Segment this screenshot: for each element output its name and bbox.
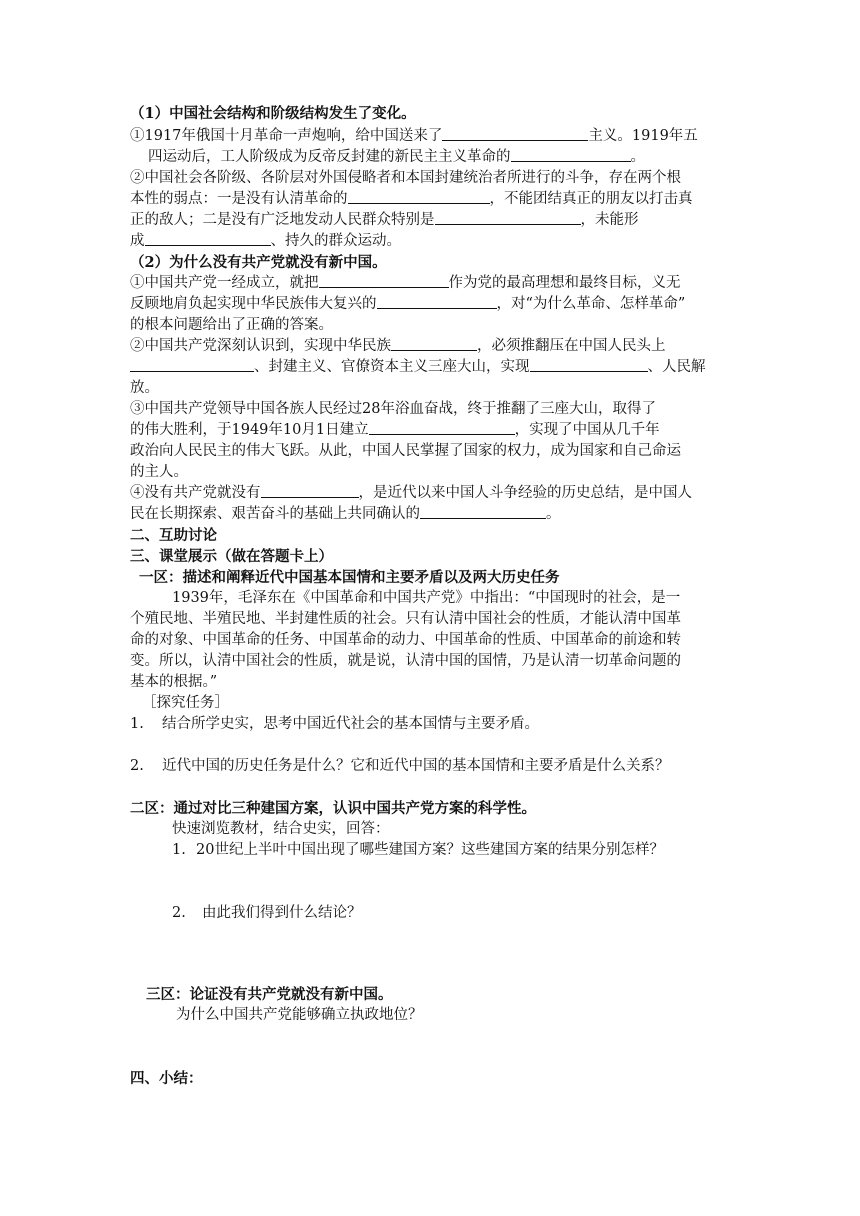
fill-blank[interactable] xyxy=(391,336,477,351)
zone-1-quote-line1: 1939年，毛泽东在《中国革命和中国共产党》中指出：“中国现时的社会，是一 xyxy=(172,590,681,606)
text: 、人民解 xyxy=(647,359,706,375)
section-2-title: （2）为什么没有共产党就没有新中国。 xyxy=(130,254,387,271)
text: 主义。1919年五 xyxy=(588,128,698,144)
zone-1-quote-line2: 个殖民地、半殖民地、半封建性质的社会。只有认清中国社会的性质，才能认清中国革 xyxy=(130,611,681,627)
fill-blank[interactable] xyxy=(369,420,515,435)
text: ，不能团结真正的朋友以打击真 xyxy=(489,191,693,207)
zone-1-quote-line3: 命的对象、中国革命的任务、中国革命的动力、中国革命的性质、中国革命的前途和转 xyxy=(130,632,681,648)
s2-p3-line3: 政治向人民民主的伟大飞跃。从此，中国人民掌握了国家的权力，成为国家和自己命运 xyxy=(130,443,681,459)
fill-blank[interactable] xyxy=(319,273,449,288)
text: ①1917年俄国十月革命一声炮响，给中国送来了 xyxy=(130,128,443,144)
zone-2-title: 二区：通过对比三种建国方案，认识中国共产党方案的科学性。 xyxy=(130,800,536,817)
text: 正的敌人；二是没有广泛地发动人民群众特别是 xyxy=(130,212,435,228)
text: 成 xyxy=(130,233,145,249)
fill-blank[interactable] xyxy=(530,357,648,372)
zone-2-intro: 快速浏览教材，结合史实，回答： xyxy=(172,821,390,837)
s2-p3-line1: ③中国共产党领导中国各族人民经过28年浴血奋战，终于推翻了三座大山，取得了 xyxy=(130,401,656,417)
text: 作为党的最高理想和最终目标，义无 xyxy=(448,275,681,291)
question-number: 1. xyxy=(130,716,144,732)
fill-blank[interactable] xyxy=(130,357,254,372)
fill-blank[interactable] xyxy=(435,210,581,225)
zone-2-question-2 xyxy=(172,903,772,924)
fill-blank[interactable] xyxy=(145,231,271,246)
question-text: 结合所学史实，思考中国近代社会的基本国情与主要矛盾。 xyxy=(162,716,539,732)
zone-3-title: 三区：论证没有共产党就没有新中国。 xyxy=(146,986,393,1003)
fill-blank[interactable] xyxy=(261,483,359,498)
question-text: 20世纪上半叶中国出现了哪些建国方案？这些建国方案的结果分别怎样？ xyxy=(196,842,664,858)
s1-p2-line3 xyxy=(130,210,730,231)
s1-p1-line1 xyxy=(130,126,730,147)
s2-p1-line3: 的根本问题给出了正确的答案。 xyxy=(130,317,333,333)
zone-1-title: 一区：描述和阐释近代中国基本国情和主要矛盾以及两大历史任务 xyxy=(139,569,560,586)
text: ，必须推翻压在中国人民头上 xyxy=(477,338,666,354)
fill-blank[interactable] xyxy=(348,189,490,204)
text: ，未能形 xyxy=(580,212,639,228)
s2-p1-line2 xyxy=(130,294,730,315)
text: ④没有共产党就没有 xyxy=(130,485,261,501)
fill-blank[interactable] xyxy=(420,504,546,519)
heading-classroom-display: 三、课堂展示（做在答题卡上） xyxy=(130,548,333,565)
text: ，实现了中国从几千年 xyxy=(514,422,660,438)
zone-1-question-2 xyxy=(130,756,730,777)
question-number: 2. xyxy=(172,905,186,921)
heading-summary: 四、小结： xyxy=(130,1070,203,1087)
text: ，对“为什么革命、怎样革命” xyxy=(496,296,686,312)
text: 。 xyxy=(630,149,645,165)
text: 四运动后，工人阶级成为反帝反封建的新民主主义革命的 xyxy=(148,149,511,165)
s1-p1-line2 xyxy=(148,147,748,168)
zone-2-question-1 xyxy=(172,840,772,861)
fill-blank[interactable] xyxy=(511,147,631,162)
fill-blank[interactable] xyxy=(442,126,588,141)
text: 。 xyxy=(546,506,561,522)
zone-1-quote-line4: 变。所以，认清中国社会的性质，就是说，认清中国的国情，乃是认清一切革命问题的 xyxy=(130,653,681,669)
question-number: 1. xyxy=(172,842,186,858)
s2-p2-line1 xyxy=(130,336,730,357)
question-text: 由此我们得到什么结论？ xyxy=(202,905,362,921)
text: 反顾地肩负起实现中华民族伟大复兴的 xyxy=(130,296,377,312)
heading-discussion: 二、互助讨论 xyxy=(130,527,217,544)
text: 、持久的群众运动。 xyxy=(270,233,401,249)
s2-p3-line2 xyxy=(130,420,730,441)
section-1-title: （1）中国社会结构和阶级结构发生了变化。 xyxy=(130,105,416,122)
text: 民在长期探索、艰苦奋斗的基础上共同确认的 xyxy=(130,506,420,522)
text: 本性的弱点：一是没有认清革命的 xyxy=(130,191,348,207)
text: ①中国共产党一经成立，就把 xyxy=(130,275,319,291)
s2-p4-line1 xyxy=(130,483,730,504)
text: 的伟大胜利，于1949年10月1日建立 xyxy=(130,422,369,438)
zone-1-question-1 xyxy=(130,714,730,735)
question-text: 近代中国的历史任务是什么？它和近代中国的基本国情和主要矛盾是什么关系？ xyxy=(162,758,670,774)
zone-1-quote-line5: 基本的根据。” xyxy=(130,674,218,690)
text: ，是近代以来中国人斗争经验的历史总结，是中国人 xyxy=(358,485,692,501)
zone-3-question: 为什么中国共产党能够确立执政地位？ xyxy=(176,1007,423,1023)
s1-p2-line4 xyxy=(130,231,730,252)
text: 、封建主义、官僚资本主义三座大山，实现 xyxy=(254,359,530,375)
text: ②中国共产党深刻认识到，实现中华民族 xyxy=(130,338,391,354)
s1-p2-line1: ②中国社会各阶级、各阶层对外国侵略者和本国封建统治者所进行的斗争，存在两个根 xyxy=(130,170,681,186)
s2-p1-line1 xyxy=(130,273,730,294)
fill-blank[interactable] xyxy=(377,294,497,309)
explore-task-label: ［探究任务］ xyxy=(142,695,229,711)
s2-p4-line2 xyxy=(130,504,730,525)
s2-p2-line3: 放。 xyxy=(130,380,159,396)
s1-p2-line2 xyxy=(130,189,730,210)
s2-p3-line4: 的主人。 xyxy=(130,464,188,480)
question-number: 2. xyxy=(130,758,144,774)
s2-p2-line2 xyxy=(130,357,730,378)
